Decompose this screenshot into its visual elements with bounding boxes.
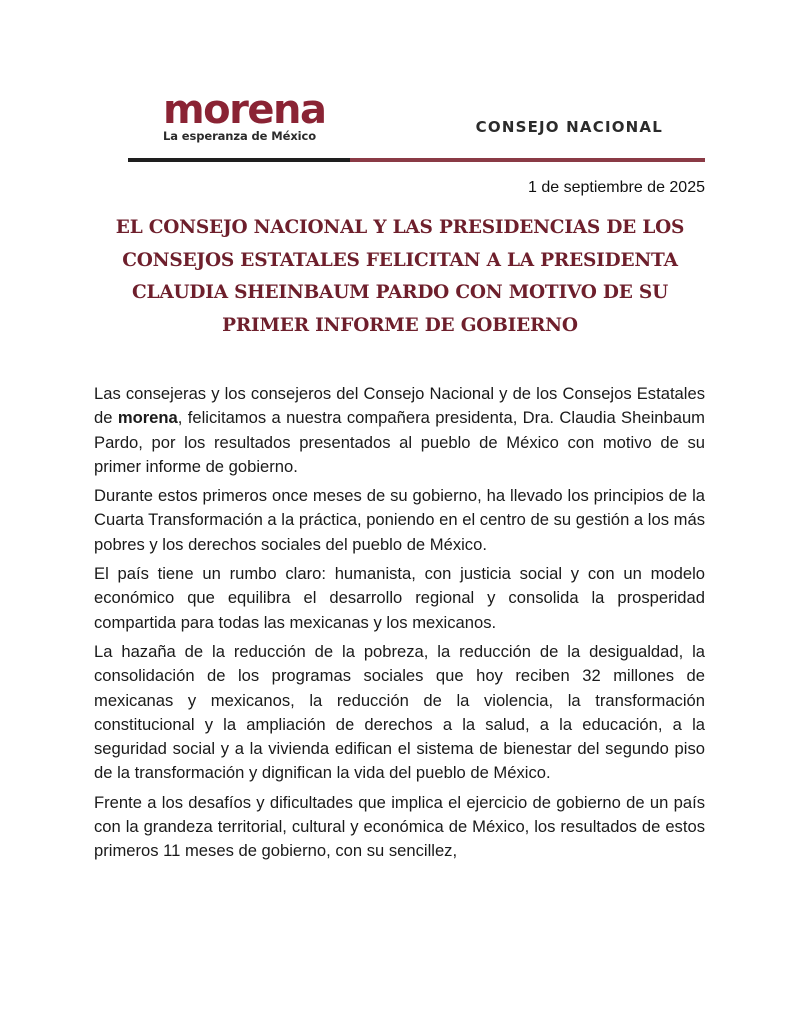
title-line: CONSEJOS ESTATALES FELICITAN A LA PRESIDENTA <box>122 249 678 271</box>
letterhead <box>128 88 705 168</box>
logo-tagline: La esperanza de México <box>163 129 316 143</box>
paragraph-1-start: Las consejeras y los consejeros del Consejo Nacional y de los Consejos Estatales de <box>94 384 705 428</box>
document-body <box>94 382 705 869</box>
document-date: 1 de septiembre de 2025 <box>527 179 705 196</box>
logo-wordmark: morena <box>163 87 326 133</box>
header-divider-dark <box>128 158 350 162</box>
council-label: CONSEJO NACIONAL <box>475 118 663 136</box>
document-title <box>100 212 700 342</box>
paragraph-4: La hazaña de la reducción de la pobreza, la reducción de la desigualdad, la consolidación de los programas sociales que hoy reciben 32 millones de mexicanas y mexicanos, la reducción de la violencia, la transformación constitucional y la ampliación de derechos a la salud, a la educación, a la seguridad social y a la vivienda edifican el sistema de bienestar del segundo piso de la transformación y dignifican la vida del pueblo de México. <box>94 641 705 783</box>
paragraph-3: El país tiene un rumbo claro: humanista, con justicia social y con un modelo económico que equilibra el desarrollo regional y consolida la prosperidad compartida para todas las mexicanas y los mexicanos. <box>94 564 705 632</box>
title-line: CLAUDIA SHEINBAUM PARDO CON MOTIVO DE SU <box>131 282 669 303</box>
party-name: morena <box>117 408 178 428</box>
paragraph-2: Durante estos primeros once meses de su gobierno, ha llevado los principios de la Cuarta Transformación a la práctica, poniendo en el centro de su gestión a los más pobres y los derechos sociales del pueblo de México. <box>94 486 705 554</box>
paragraph-5: Frente a los desafíos y dificultades que implica el ejercicio de gobierno de un país con la grandeza territorial, cultural y económica de México, los resultados de estos primeros 11 meses de gobierno, con su sencillez, <box>94 792 705 861</box>
title-line: EL CONSEJO NACIONAL Y LAS PRESIDENCIAS DE LOS <box>115 217 685 238</box>
morena-logo <box>163 87 326 143</box>
header-divider-red <box>350 158 705 162</box>
paragraph-1 <box>94 382 705 479</box>
title-line: PRIMER INFORME DE GOBIERNO <box>222 314 578 336</box>
header-divider <box>128 158 705 162</box>
paragraph-1-end: , felicitamos a nuestra compañera presidenta, Dra. Claudia Sheinbaum Pardo, por los resultados presentados al pueblo de México con motivo de su primer informe de gobierno. <box>94 408 705 476</box>
